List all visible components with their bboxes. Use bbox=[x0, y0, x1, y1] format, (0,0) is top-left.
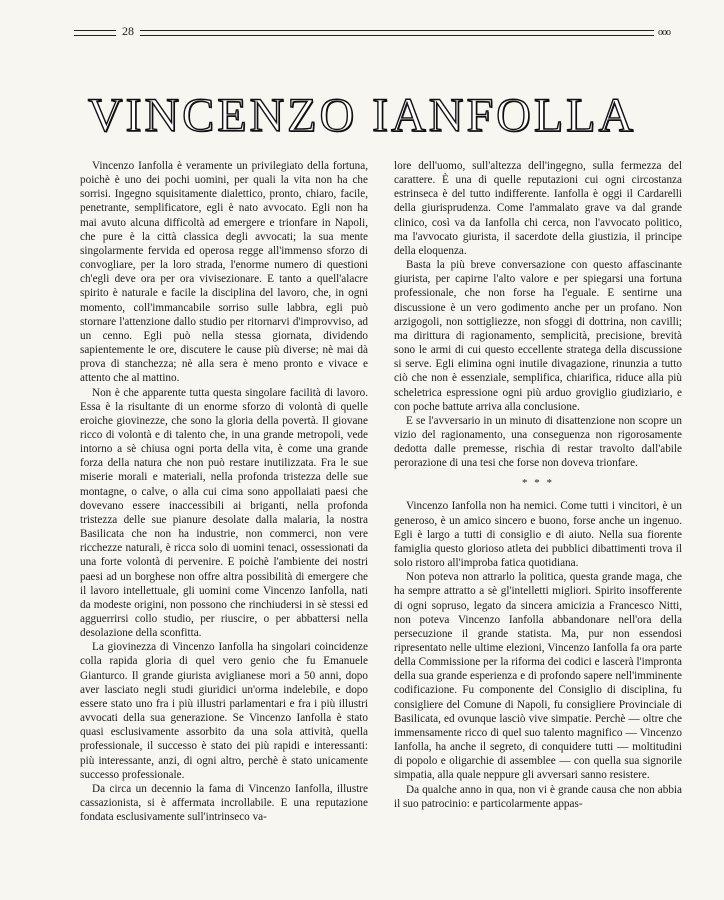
header-rule-right bbox=[140, 30, 654, 36]
right-column bbox=[394, 159, 682, 811]
paragraph: lore dell'uomo, sull'altezza dell'ingegno, sulla fermezza del carattere. È una di quelle reputazioni cui ogni circostanza estrinseca è del tutto indifferente. Ianfolla è oggi il Cardarelli della giurisprudenza. Come l'ammalato grave va dal grande clinico, così va da Ianfolla chi cerca, non l'avvocato politico, ma l'avvocato giurista, il sacerdote della giustizia, il principe della eloquenza. bbox=[394, 160, 682, 257]
paragraph: Non è che apparente tutta questa singolare facilità di lavoro. Essa è la risultante di un enorme sforzo di volontà di quelle eroiche giovinezze, che sono la gloria della povertà. Il giovane ricco di volontà e di talento che, in una grande metropoli, vede intorno a sè chiusa ogni porta della vita, è come una grande forza della natura che non può restare inutilizzata. Fra le sue miserie morali e materiali, nella profonda tristezza delle sue montagne, o calve, o alla cui cima sono appollaiati paesi che dovevano essere inaccessibili ai briganti, nella profonda tristezza delle sue pianure desolate dalla malaria, la nostra Basilicata che non ha industrie, non commerci, non vere ricchezze naturali, è ricca solo di uomini tenaci, ossessionati da una forte volontà di pervenire. E poichè l'ambiente dei nostri paesi ad un borghese non offre altra possibilità di emergere che il lavoro intellettuale, gli uomini come Vincenzo Ianfolla, nati da modeste origini, non possono che rinchiudersi in sè stessi ed agguerrirsi collo studio, per riuscire, o per abbattersi nella desolazione della sconfitta. bbox=[80, 386, 368, 640]
paragraph: Basta la più breve conversazione con questo affascinante giurista, per capirne l'alto valore e per spiegarsi una fortuna professionale, che non forse ha l'eguale. E sentirne una discussione è un vero godimento anche per un profano. Non arzigogoli, non sottigliezze, non sfoggi di dottrina, non cavilli; ma dirittura di ragionamento, semplicità, precisione, brevità sono le armi di cui questo eccellente stratega della discussione si serve. Egli elimina ogni inutile divagazione, rinunzia a tutto ciò che non è essenziale, semplifica, chiarifica, riduce alla più scheletrica espressione ogni più arduo groviglio giudiziario, e con poche battute arriva alla conclusione. bbox=[394, 259, 682, 413]
page-number: 28 bbox=[122, 24, 134, 38]
paragraph: Vincenzo Ianfolla non ha nemici. Come tutti i vincitori, è un generoso, è un amico sincero e buono, forse anche un ingenuo. Egli è largo a tutti di consiglio e di aiuto. Nella sua fiorente famiglia questo glorioso atleta dei pubblici dibattimenti trova il solo ristoro all'improba fatica quotidiana. bbox=[394, 500, 682, 570]
paragraph: Vincenzo Ianfolla è veramente un privilegiato della fortuna, poichè è uno dei pochi uomini, per quali la vita non ha che sorrisi. Ingegno squisitamente dialettico, pronto, chiaro, facile, penetrante, semplificatore, egli è nato avvocato. Egli non ha mai avuto alcuna difficoltà ad emergere e trionfare in Napoli, che pure è la città classica degli avvocati; la sua mente singolarmente fervida ed operosa regge all'immenso sforzo di convogliare, per la loro strada, l'enorme numero di questioni ch'egli deve ora per ora vivisezionare. E tanto a quell'alacre spirito è naturale e facile la disciplina del lavoro, che, in ogni momento, coll'immancabile sorriso sulle labbra, egli può stornare l'attenzione dallo studio per ritornarvi d'improvviso, ad un cenno. Egli può nella stessa giornata, dividendo sapientemente le ore, discutere le cause più diverse; nè mai dà prova di stanchezza; nè alla sera è meno pronto e vivace e attento che al mattino. bbox=[80, 160, 368, 385]
left-column bbox=[80, 159, 368, 824]
paragraph: E se l'avversario in un minuto di disattenzione non scopre un vizio del ragionamento, una conseguenza non rigorosamente dedotta dalle premesse, rischia di restar travolto dall'abile perorazione di una tesi che forse non doveva trionfare. bbox=[394, 414, 682, 470]
header-rule-left bbox=[74, 30, 116, 36]
header-ornament: ooo bbox=[658, 27, 670, 38]
page-header bbox=[74, 26, 686, 40]
paragraph: Non poteva non attrarlo la politica, questa grande maga, che ha sempre attratto a sè gl'intelletti migliori. Spirito insofferente di ogni sopruso, legato da sincera amicizia a Francesco Nitti, non poteva Vincenzo Ianfolla abbandonare nell'ora della persecuzione il grande statista. Ma, pur non essendosi ripresentato nelle ultime elezioni, Vincenzo Ianfolla fa ora parte della Commissione per la riforma dei codici e lascerà l'impronta della sua grande esperienza e di profondo sapere nell'imminente codificazione. Fu componente del Consiglio di disciplina, fu consigliere del Comune di Napoli, fu consigliere Provinciale di Basilicata, ed ovunque lasciò vive simpatie. Perchè — oltre che immensamente ricco di quel suo talento magnifico — Vincenzo Ianfolla, ha anche il segreto, di conquidere tutti — moltitudini di popolo e oligarchie di assemblee — con quella sua signorile simpatia, alla quale neppure gli avversari sanno resistere. bbox=[394, 571, 682, 782]
section-separator: * * * bbox=[522, 477, 554, 490]
paragraph: Da circa un decennio la fama di Vincenzo Ianfolla, illustre cassazionista, si è affermata incrollabile. E una reputazione fondata esclusivamente sull'intrinseco va- bbox=[80, 782, 368, 824]
paragraph: La giovinezza di Vincenzo Ianfolla ha singolari coincidenze colla rapida gloria di quel vero genio che fu Emanuele Gianturco. Il grande giurista aviglianese mori a 50 anni, dopo aver lasciato negli studi giuridici un'orma indelebile, e dopo essere stato uno fra i più illustri parlamentari e fra i più illustri avvocati della sua generazione. Se Vincenzo Ianfolla è stato quasi esclusivamente assorbito da una sola attività, quella professionale, il successo è stato dei più rapidi e interessanti: più interessante, anzi, di ogni altro, perchè è stato unicamente successo professionale. bbox=[80, 641, 368, 781]
article-title: VINCENZO IANFOLLA bbox=[87, 89, 637, 142]
paragraph: Da qualche anno in qua, non vi è grande causa che non abbia il suo patrocinio: e particolarmente appas- bbox=[394, 783, 682, 810]
